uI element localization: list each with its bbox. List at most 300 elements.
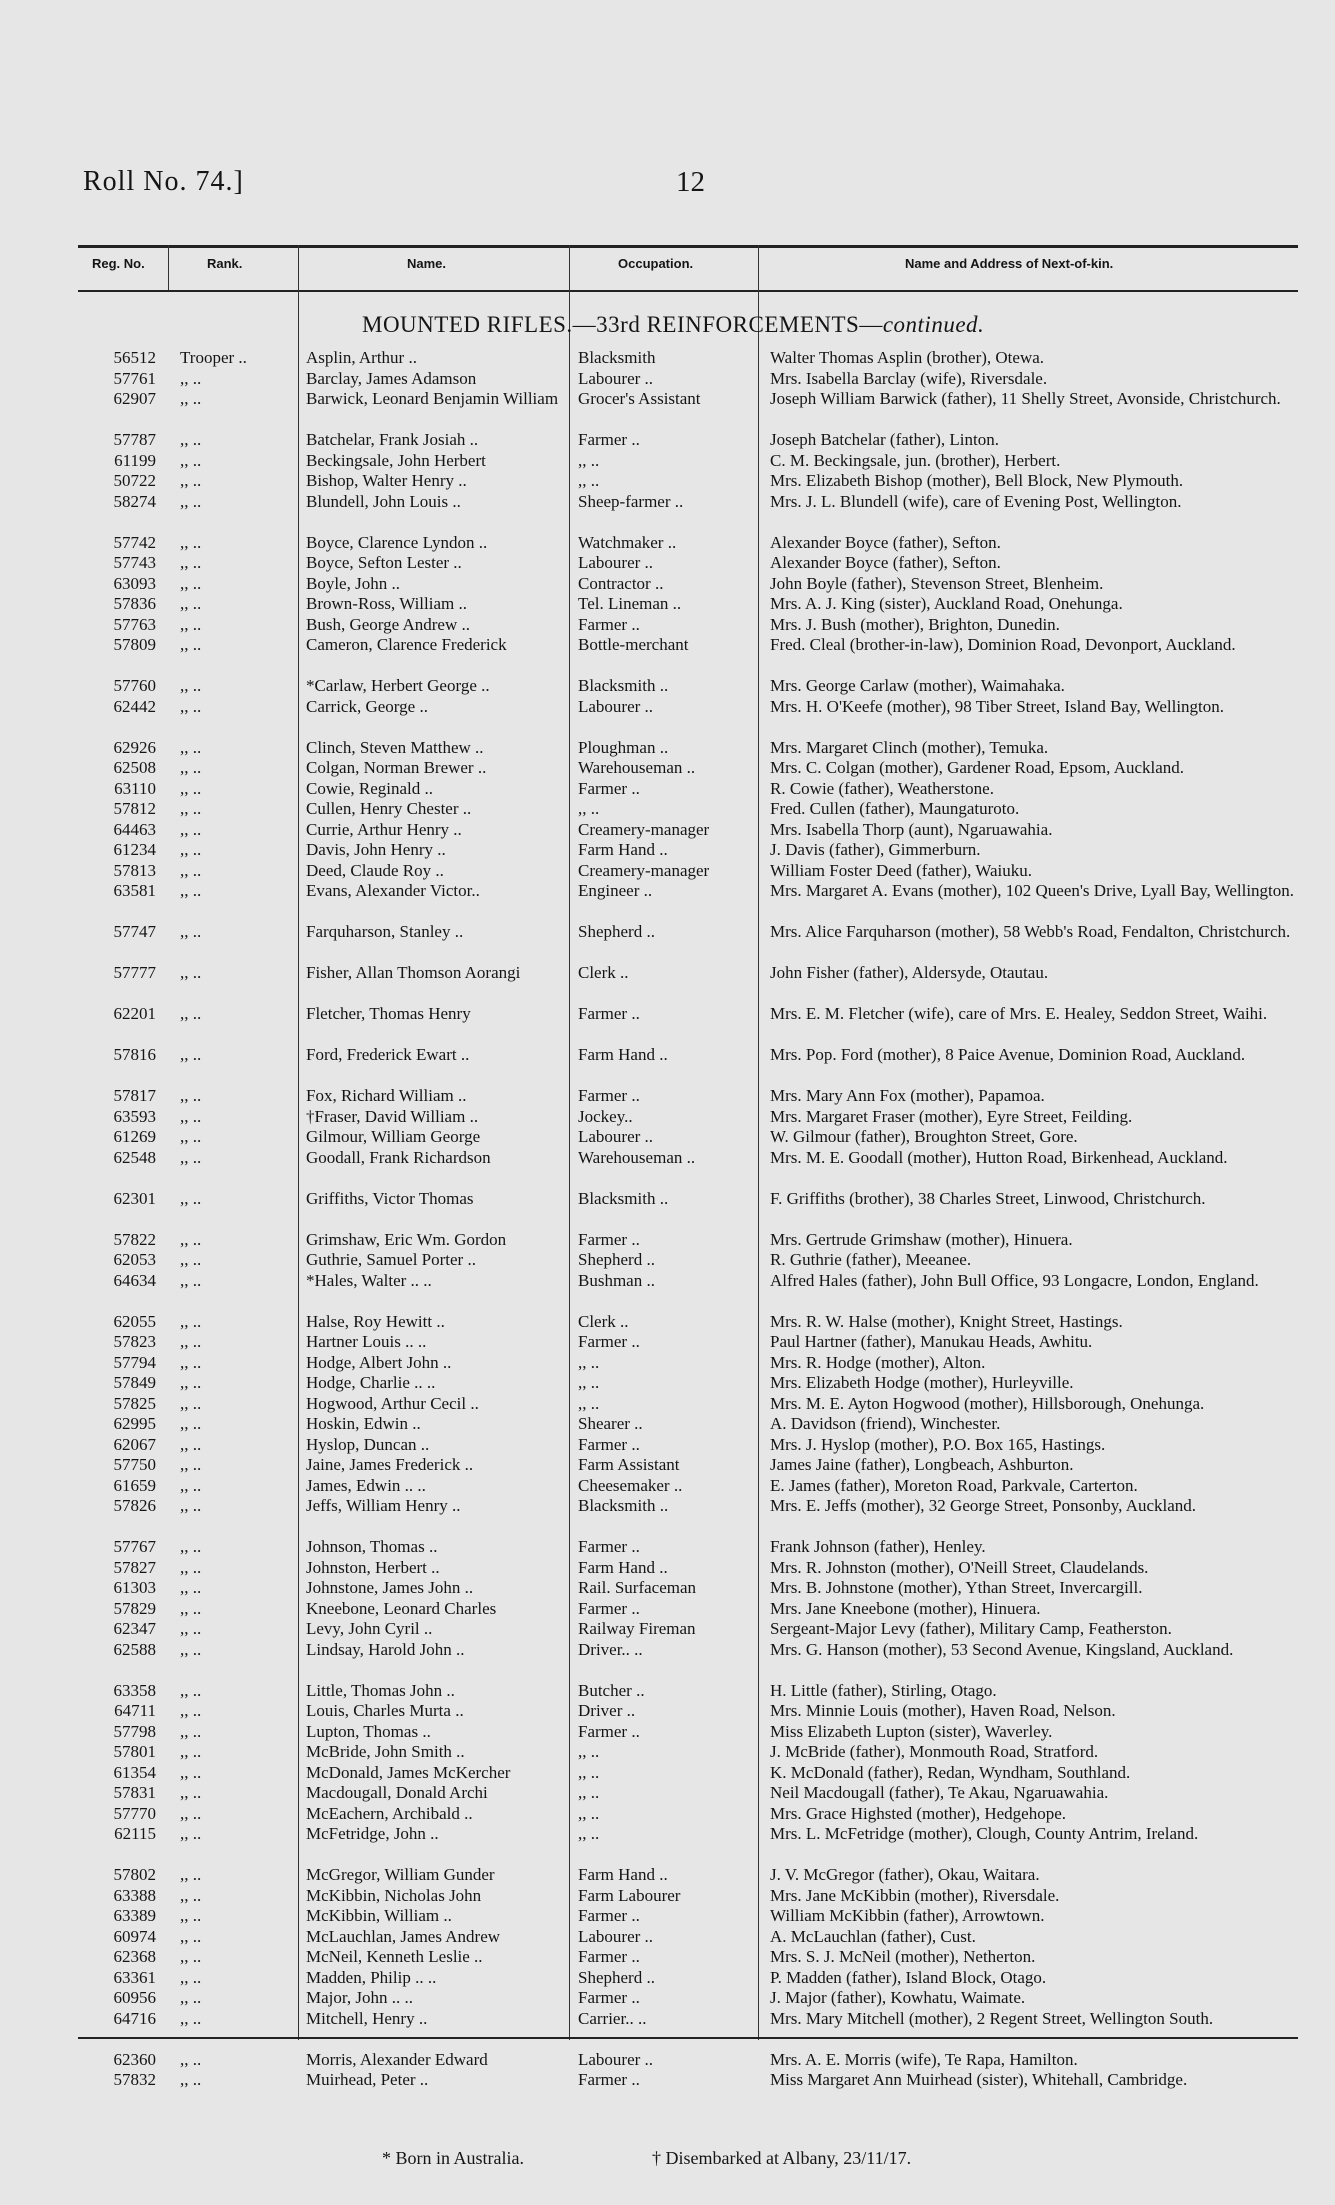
reg-no: 62907: [113, 389, 156, 408]
occupation: ,, ..: [578, 1824, 600, 1843]
name: Boyle, John ..: [306, 573, 400, 593]
rank: ,, ..: [180, 1332, 202, 1351]
rank: ,, ..: [180, 1270, 202, 1290]
next-of-kin: Alexander Boyce (father), Sefton.: [770, 532, 1001, 552]
column-header-rank: Rank.: [207, 256, 243, 271]
name: Lindsay, Harold John ..: [306, 1639, 465, 1659]
rank: ,, ..: [180, 1824, 202, 1843]
occupation: Blacksmith: [578, 348, 656, 367]
occupation: Labourer ..: [578, 368, 654, 388]
footer-rule: [78, 2037, 1298, 2039]
rank: ,, ..: [180, 1680, 202, 1700]
name: Hogwood, Arthur Cecil ..: [306, 1393, 479, 1413]
rank: ,, ..: [180, 1988, 202, 2007]
occupation: Farmer ..: [578, 1332, 640, 1351]
occupation: Bushman ..: [578, 1270, 655, 1290]
occupation: Sheep-farmer ..: [578, 491, 684, 511]
name: Clinch, Steven Matthew ..: [306, 737, 484, 757]
occupation: Rail. Surfaceman: [578, 1578, 697, 1597]
reg-no: 57826: [113, 1496, 156, 1515]
name: Johnstone, James John ..: [306, 1578, 474, 1597]
next-of-kin: Mrs. Alice Farquharson (mother), 58 Webb's Road, Fendalton, Christchurch.: [770, 922, 1291, 941]
occupation: Labourer ..: [578, 696, 654, 716]
next-of-kin: Alexander Boyce (father), Sefton.: [770, 553, 1001, 572]
next-of-kin: Fred. Cullen (father), Maungaturoto.: [770, 799, 1020, 818]
reg-no: 62508: [113, 758, 156, 777]
reg-no: 63361: [113, 1967, 156, 1987]
next-of-kin: Mrs. G. Hanson (mother), 53 Second Avenue, Kingsland, Auckland.: [770, 1639, 1234, 1659]
column-header-next-of-kin: Name and Address of Next-of-kin.: [905, 256, 1114, 271]
rank: ,, ..: [180, 819, 202, 839]
reg-no: 57816: [113, 1045, 156, 1064]
rank: ,, ..: [180, 1578, 202, 1597]
roll-number: Roll No. 74.]: [83, 166, 244, 197]
rank: ,, ..: [180, 1229, 202, 1249]
occupation: Blacksmith ..: [578, 1188, 669, 1208]
page-number: 12: [676, 166, 705, 198]
next-of-kin: Frank Johnson (father), Henley.: [770, 1537, 986, 1556]
reg-no: 57809: [113, 635, 156, 654]
reg-no: 57763: [113, 614, 156, 634]
occupation: Clerk ..: [578, 963, 629, 982]
rank: ,, ..: [180, 1537, 202, 1556]
name: Kneebone, Leonard Charles: [306, 1598, 497, 1618]
occupation: Farm Hand ..: [578, 840, 668, 859]
name: Little, Thomas John ..: [306, 1680, 455, 1700]
occupation: Farmer ..: [578, 2070, 640, 2089]
name: Asplin, Arthur ..: [306, 348, 417, 367]
reg-no: 64711: [114, 1701, 156, 1720]
occupation: Labourer ..: [578, 2049, 654, 2069]
next-of-kin: Mrs. Isabella Barclay (wife), Riversdale.: [770, 368, 1048, 388]
next-of-kin: Mrs. Elizabeth Hodge (mother), Hurleyville.: [770, 1373, 1074, 1392]
reg-no: 63389: [113, 1906, 156, 1925]
occupation: Farmer ..: [578, 1598, 640, 1618]
rank: ,, ..: [180, 1004, 202, 1023]
occupation: Farmer ..: [578, 1906, 640, 1925]
rank: ,, ..: [180, 1106, 202, 1126]
reg-no: 62055: [113, 1311, 156, 1331]
rank: ,, ..: [180, 1045, 202, 1064]
name: McGregor, William Gunder: [306, 1865, 495, 1884]
name: McKibbin, William ..: [306, 1906, 452, 1925]
reg-no: 61269: [113, 1127, 156, 1146]
rank: ,, ..: [180, 1086, 202, 1105]
name: Bishop, Walter Henry ..: [306, 471, 467, 490]
name: McBride, John Smith ..: [306, 1742, 465, 1761]
next-of-kin: Mrs. M. E. Goodall (mother), Hutton Road, Birkenhead, Auckland.: [770, 1147, 1228, 1167]
next-of-kin: Mrs. R. Johnston (mother), O'Neill Street, Claudelands.: [770, 1557, 1149, 1577]
next-of-kin: Mrs. J. Hyslop (mother), P.O. Box 165, Hastings.: [770, 1434, 1106, 1454]
name: Batchelar, Frank Josiah ..: [306, 430, 479, 449]
occupation: Farmer ..: [578, 1721, 640, 1741]
reg-no: 62548: [113, 1147, 156, 1167]
occupation: Grocer's Assistant: [578, 389, 701, 408]
rank: ,, ..: [180, 1250, 202, 1269]
next-of-kin: Mrs. J. Bush (mother), Brighton, Dunedin.: [770, 614, 1060, 634]
reg-no: 62588: [113, 1639, 156, 1659]
next-of-kin: Mrs. Margaret A. Evans (mother), 102 Queen's Drive, Lyall Bay, Wellington.: [770, 881, 1295, 900]
name: McFetridge, John ..: [306, 1824, 439, 1843]
occupation: ,, ..: [578, 1762, 600, 1782]
column-divider: [758, 245, 759, 2040]
name: Gilmour, William George: [306, 1127, 481, 1146]
occupation: Warehouseman ..: [578, 1147, 696, 1167]
next-of-kin: Paul Hartner (father), Manukau Heads, Awhitu.: [770, 1332, 1093, 1351]
next-of-kin: J. Davis (father), Gimmerburn.: [770, 840, 981, 859]
name: *Carlaw, Herbert George ..: [306, 676, 490, 695]
next-of-kin: Miss Elizabeth Lupton (sister), Waverley.: [770, 1721, 1053, 1741]
reg-no: 62115: [114, 1824, 156, 1843]
name: Lupton, Thomas ..: [306, 1721, 431, 1741]
name: McNeil, Kenneth Leslie ..: [306, 1947, 483, 1966]
next-of-kin: H. Little (father), Stirling, Otago.: [770, 1680, 997, 1700]
occupation: Farmer ..: [578, 1947, 640, 1966]
occupation: Driver.. ..: [578, 1639, 643, 1659]
rank: ,, ..: [180, 368, 202, 388]
reg-no: 62301: [113, 1188, 156, 1208]
rank: ,, ..: [180, 1311, 202, 1331]
reg-no: 58274: [113, 491, 156, 511]
next-of-kin: Sergeant-Major Levy (father), Military Camp, Featherston.: [770, 1619, 1172, 1638]
next-of-kin: Mrs. Margaret Clinch (mother), Temuka.: [770, 737, 1049, 757]
rank: ,, ..: [180, 532, 202, 552]
name: Evans, Alexander Victor..: [306, 881, 480, 900]
reg-no: 57822: [113, 1229, 156, 1249]
rank: ,, ..: [180, 635, 202, 654]
occupation: ,, ..: [578, 1783, 600, 1802]
next-of-kin: Mrs. R. Hodge (mother), Alton.: [770, 1352, 986, 1372]
occupation: Driver ..: [578, 1701, 636, 1720]
next-of-kin: Mrs. E. M. Fletcher (wife), care of Mrs. E. Healey, Seddon Street, Waihi.: [770, 1004, 1268, 1023]
reg-no: 62360: [113, 2049, 156, 2069]
occupation: Creamery-manager: [578, 860, 710, 880]
rank: ,, ..: [180, 1926, 202, 1946]
reg-no: 61354: [113, 1762, 156, 1782]
reg-no: 57827: [113, 1557, 156, 1577]
reg-no: 61303: [113, 1578, 156, 1597]
reg-no: 63110: [114, 778, 156, 798]
next-of-kin: E. James (father), Moreton Road, Parkvale, Carterton.: [770, 1475, 1138, 1495]
name: McLauchlan, James Andrew: [306, 1926, 501, 1946]
occupation: Farmer ..: [578, 1004, 640, 1023]
reg-no: 62926: [113, 737, 156, 757]
rank: ,, ..: [180, 1147, 202, 1167]
next-of-kin: William McKibbin (father), Arrowtown.: [770, 1906, 1045, 1925]
next-of-kin: F. Griffiths (brother), 38 Charles Street, Linwood, Christchurch.: [770, 1188, 1206, 1208]
rank: ,, ..: [180, 614, 202, 634]
next-of-kin: Alfred Hales (father), John Bull Office, 93 Longacre, London, England.: [770, 1270, 1259, 1290]
occupation: ,, ..: [578, 799, 600, 818]
rank: ,, ..: [180, 1352, 202, 1372]
name: Boyce, Clarence Lyndon ..: [306, 532, 488, 552]
reg-no: 61659: [113, 1475, 156, 1495]
name: Mitchell, Henry ..: [306, 2008, 428, 2028]
rank: ,, ..: [180, 1414, 202, 1433]
reg-no: 62368: [113, 1947, 156, 1966]
occupation: Watchmaker ..: [578, 532, 677, 552]
name: Currie, Arthur Henry ..: [306, 819, 462, 839]
occupation: Butcher ..: [578, 1680, 645, 1700]
name: Macdougall, Donald Archi: [306, 1783, 488, 1802]
name: Cullen, Henry Chester ..: [306, 799, 472, 818]
next-of-kin: Mrs. Jane McKibbin (mother), Riversdale.: [770, 1885, 1060, 1905]
occupation: Labourer ..: [578, 1926, 654, 1946]
occupation: Labourer ..: [578, 1127, 654, 1146]
rank: ,, ..: [180, 1619, 202, 1638]
name: Madden, Philip .. ..: [306, 1967, 437, 1987]
rank: ,, ..: [180, 1598, 202, 1618]
name: Deed, Claude Roy ..: [306, 860, 444, 880]
next-of-kin: Walter Thomas Asplin (brother), Otewa.: [770, 348, 1045, 367]
rank: ,, ..: [180, 1721, 202, 1741]
rank: ,, ..: [180, 696, 202, 716]
occupation: Farmer ..: [578, 1229, 640, 1249]
occupation: ,, ..: [578, 1393, 600, 1413]
next-of-kin: Mrs. B. Johnstone (mother), Ythan Street, Invercargill.: [770, 1578, 1143, 1597]
next-of-kin: Neil Macdougall (father), Te Akau, Ngaruawahia.: [770, 1783, 1109, 1802]
reg-no: 57770: [113, 1803, 156, 1823]
name: Barwick, Leonard Benjamin William: [306, 389, 559, 408]
occupation: Farm Hand ..: [578, 1557, 668, 1577]
next-of-kin: R. Cowie (father), Weatherstone.: [770, 778, 994, 798]
reg-no: 57760: [113, 676, 156, 695]
occupation: Ploughman ..: [578, 737, 669, 757]
reg-no: 50722: [113, 471, 156, 490]
reg-no: 57750: [113, 1455, 156, 1474]
occupation: Tel. Lineman ..: [578, 594, 682, 613]
occupation: ,, ..: [578, 1742, 600, 1761]
reg-no: 62201: [113, 1004, 156, 1023]
occupation: ,, ..: [578, 1373, 600, 1392]
occupation: Blacksmith ..: [578, 1496, 669, 1515]
header-top-rule: [78, 245, 1298, 248]
occupation: Cheesemaker ..: [578, 1475, 683, 1495]
name: Louis, Charles Murta ..: [306, 1701, 464, 1720]
occupation: Labourer ..: [578, 553, 654, 572]
section-title: MOUNTED RIFLES.—33rd REINFORCEMENTS—continued.: [362, 312, 985, 337]
name: Goodall, Frank Richardson: [306, 1147, 491, 1167]
name: Cameron, Clarence Frederick: [306, 635, 507, 654]
name: Ford, Frederick Ewart ..: [306, 1045, 470, 1064]
rank: ,, ..: [180, 594, 202, 613]
rank: ,, ..: [180, 1393, 202, 1413]
reg-no: 57825: [113, 1393, 156, 1413]
next-of-kin: John Boyle (father), Stevenson Street, Blenheim.: [770, 573, 1104, 593]
reg-no: 64463: [113, 819, 156, 839]
footnote-born-australia: * Born in Australia.: [382, 2148, 524, 2168]
next-of-kin: Mrs. George Carlaw (mother), Waimahaka.: [770, 676, 1065, 695]
name: Bush, George Andrew ..: [306, 614, 470, 634]
name: Fox, Richard William ..: [306, 1086, 467, 1105]
next-of-kin: P. Madden (father), Island Block, Otago.: [770, 1967, 1047, 1987]
reg-no: 63358: [113, 1680, 156, 1700]
rank: ,, ..: [180, 1906, 202, 1925]
name: McDonald, James McKercher: [306, 1762, 511, 1782]
rank: ,, ..: [180, 1496, 202, 1515]
next-of-kin: Mrs. Mary Ann Fox (mother), Papamoa.: [770, 1086, 1045, 1105]
rank: ,, ..: [180, 1762, 202, 1782]
name: Levy, John Cyril ..: [306, 1619, 433, 1638]
rank: ,, ..: [180, 389, 202, 408]
occupation: Farmer ..: [578, 778, 640, 798]
name: Boyce, Sefton Lester ..: [306, 553, 462, 572]
next-of-kin: Mrs. Jane Kneebone (mother), Hinuera.: [770, 1598, 1041, 1618]
rank: ,, ..: [180, 963, 202, 982]
column-header-occupation: Occupation.: [618, 256, 694, 271]
rank: ,, ..: [180, 1885, 202, 1905]
rank: ,, ..: [180, 1434, 202, 1454]
occupation: Jockey..: [578, 1106, 633, 1126]
occupation: Clerk ..: [578, 1311, 629, 1331]
next-of-kin: Mrs. Gertrude Grimshaw (mother), Hinuera.: [770, 1229, 1073, 1249]
next-of-kin: Mrs. M. E. Ayton Hogwood (mother), Hillsborough, Onehunga.: [770, 1393, 1205, 1413]
reg-no: 57794: [113, 1352, 156, 1372]
occupation: Contractor ..: [578, 573, 664, 593]
rank: ,, ..: [180, 1701, 202, 1720]
rank: ,, ..: [180, 553, 202, 572]
reg-no: 60974: [113, 1926, 156, 1946]
name: Grimshaw, Eric Wm. Gordon: [306, 1229, 507, 1249]
name: Davis, John Henry ..: [306, 840, 446, 859]
name: Cowie, Reginald ..: [306, 778, 434, 798]
reg-no: 62053: [113, 1250, 156, 1269]
reg-no: 57801: [113, 1742, 156, 1761]
next-of-kin: Mrs. Grace Highsted (mother), Hedgehope.: [770, 1803, 1066, 1823]
rank: ,, ..: [180, 471, 202, 490]
reg-no: 57832: [113, 2070, 156, 2089]
next-of-kin: A. Davidson (friend), Winchester.: [770, 1414, 1001, 1433]
name: *Hales, Walter .. ..: [306, 1270, 432, 1290]
name: James, Edwin .. ..: [306, 1475, 426, 1495]
rank: ,, ..: [180, 1639, 202, 1659]
reg-no: 62995: [113, 1414, 156, 1433]
rank: ,, ..: [180, 430, 202, 449]
reg-no: 63388: [113, 1885, 156, 1905]
next-of-kin: Fred. Cleal (brother-in-law), Dominion Road, Devonport, Auckland.: [770, 635, 1236, 654]
reg-no: 57831: [113, 1783, 156, 1802]
occupation: ,, ..: [578, 471, 600, 490]
name: McKibbin, Nicholas John: [306, 1885, 482, 1905]
reg-no: 61199: [114, 450, 156, 470]
column-divider: [298, 245, 299, 2040]
name: Halse, Roy Hewitt ..: [306, 1311, 445, 1331]
occupation: Farmer ..: [578, 430, 640, 449]
reg-no: 64634: [113, 1270, 156, 1290]
reg-no: 60956: [113, 1988, 156, 2007]
name: Jeffs, William Henry ..: [306, 1496, 461, 1515]
reg-no: 62347: [113, 1619, 156, 1638]
next-of-kin: Joseph William Barwick (father), 11 Shelly Street, Avonside, Christchurch.: [770, 389, 1281, 408]
next-of-kin: Mrs. Pop. Ford (mother), 8 Paice Avenue, Dominion Road, Auckland.: [770, 1045, 1246, 1064]
occupation: ,, ..: [578, 1352, 600, 1372]
next-of-kin: J. McBride (father), Monmouth Road, Stratford.: [770, 1742, 1099, 1761]
rank: ,, ..: [180, 2070, 202, 2089]
rank: ,, ..: [180, 758, 202, 777]
name: Muirhead, Peter ..: [306, 2070, 429, 2089]
reg-no: 57817: [113, 1086, 156, 1105]
rank: ,, ..: [180, 1475, 202, 1495]
column-divider: [168, 245, 169, 290]
reg-no: 57836: [113, 594, 156, 613]
rank: ,, ..: [180, 1127, 202, 1146]
occupation: ,, ..: [578, 1803, 600, 1823]
column-header-name: Name.: [407, 256, 447, 271]
reg-no: 57829: [113, 1598, 156, 1618]
rank: ,, ..: [180, 676, 202, 695]
next-of-kin: Mrs. Isabella Thorp (aunt), Ngaruawahia.: [770, 819, 1053, 839]
reg-no: 62067: [113, 1434, 156, 1454]
next-of-kin: Mrs. Minnie Louis (mother), Haven Road, Nelson.: [770, 1701, 1116, 1720]
occupation: Farm Hand ..: [578, 1045, 668, 1064]
name: Major, John .. ..: [306, 1988, 413, 2007]
occupation: Warehouseman ..: [578, 758, 696, 777]
reg-no: 62442: [113, 696, 156, 716]
next-of-kin: William Foster Deed (father), Waiuku.: [770, 860, 1032, 880]
occupation: Carrier.. ..: [578, 2008, 647, 2028]
name: Johnston, Herbert ..: [306, 1557, 440, 1577]
occupation: Shearer ..: [578, 1414, 643, 1433]
rank: ,, ..: [180, 778, 202, 798]
occupation: Farmer ..: [578, 614, 640, 634]
column-divider: [569, 245, 570, 2040]
rank: ,, ..: [180, 1188, 202, 1208]
name: Fletcher, Thomas Henry: [306, 1004, 471, 1023]
rank: ,, ..: [180, 2049, 202, 2069]
name: Hodge, Albert John ..: [306, 1352, 452, 1372]
rank: ,, ..: [180, 1455, 202, 1474]
rank: ,, ..: [180, 737, 202, 757]
reg-no: 57812: [113, 799, 156, 818]
next-of-kin: Mrs. E. Jeffs (mother), 32 George Street, Ponsonby, Auckland.: [770, 1496, 1197, 1515]
name: Jaine, James Frederick ..: [306, 1455, 474, 1474]
name: †Fraser, David William ..: [306, 1106, 479, 1126]
name: Blundell, John Louis ..: [306, 491, 461, 511]
reg-no: 63581: [113, 881, 156, 900]
rank: ,, ..: [180, 1557, 202, 1577]
reg-no: 57798: [113, 1721, 156, 1741]
reg-no: 63593: [113, 1106, 156, 1126]
occupation: Engineer ..: [578, 881, 653, 900]
name: Farquharson, Stanley ..: [306, 922, 464, 941]
name: Barclay, James Adamson: [306, 368, 477, 388]
next-of-kin: Mrs. S. J. McNeil (mother), Netherton.: [770, 1947, 1036, 1966]
rank: ,, ..: [180, 881, 202, 900]
rank: ,, ..: [180, 450, 202, 470]
next-of-kin: J. V. McGregor (father), Okau, Waitara.: [770, 1865, 1040, 1884]
name: McEachern, Archibald ..: [306, 1803, 473, 1823]
occupation: Shepherd ..: [578, 922, 655, 941]
occupation: Farmer ..: [578, 1434, 640, 1454]
name: Hyslop, Duncan ..: [306, 1434, 430, 1454]
next-of-kin: Mrs. Mary Mitchell (mother), 2 Regent Street, Wellington South.: [770, 2008, 1214, 2028]
next-of-kin: Mrs. J. L. Blundell (wife), care of Evening Post, Wellington.: [770, 491, 1182, 511]
next-of-kin: Mrs. R. W. Halse (mother), Knight Street, Hastings.: [770, 1311, 1123, 1331]
occupation: Railway Fireman: [578, 1619, 696, 1638]
name: Hartner Louis .. ..: [306, 1332, 427, 1351]
reg-no: 57767: [113, 1537, 156, 1556]
rank: ,, ..: [180, 1803, 202, 1823]
reg-no: 63093: [113, 573, 156, 593]
reg-no: 57823: [113, 1332, 156, 1351]
next-of-kin: R. Guthrie (father), Meeanee.: [770, 1250, 972, 1269]
next-of-kin: Mrs. C. Colgan (mother), Gardener Road, Epsom, Auckland.: [770, 758, 1185, 777]
rank: ,, ..: [180, 491, 202, 511]
name: Griffiths, Victor Thomas: [306, 1188, 474, 1208]
reg-no: 57849: [113, 1373, 156, 1392]
reg-no: 61234: [113, 840, 156, 859]
occupation: Shepherd ..: [578, 1250, 655, 1269]
